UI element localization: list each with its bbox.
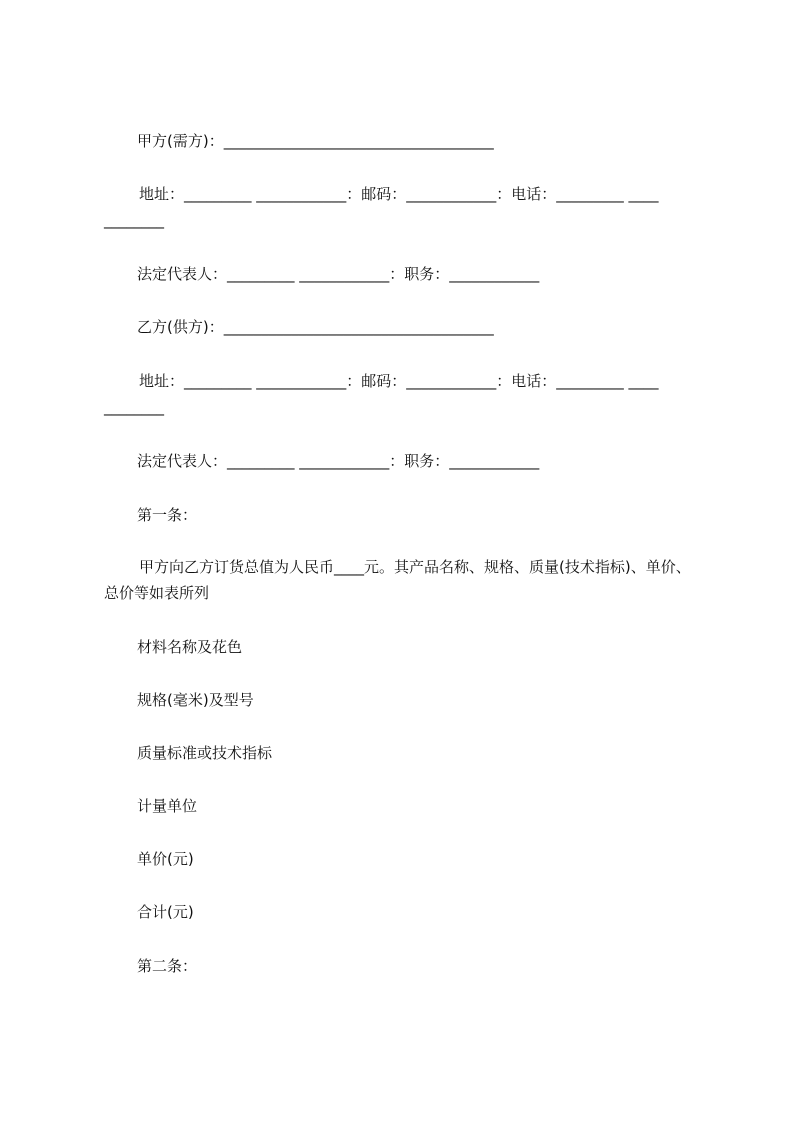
party-b-address-line: 地址：_________ ____________：邮码：____________：电话：_________ ____ ________ xyxy=(104,372,664,416)
table-item: 合计(元) xyxy=(137,903,194,921)
party-a-name-line: 甲方(需方)：____________________________________ xyxy=(137,132,494,150)
article-1-heading: 第一条： xyxy=(137,506,198,524)
article-1-body: 甲方向乙方订货总值为人民币____元。其产品名称、规格、质量(技术指标)、单价、总价等如表所列 xyxy=(104,558,691,602)
article-2-heading: 第二条： xyxy=(137,957,198,975)
table-item: 单价(元) xyxy=(137,850,194,868)
party-b-representative-line: 法定代表人：_________ ____________：职务：____________ xyxy=(137,452,540,470)
party-a-address-line: 地址：_________ ____________：邮码：____________：电话：_________ ____ ________ xyxy=(104,185,664,229)
party-a-representative-line: 法定代表人：_________ ____________：职务：____________ xyxy=(137,265,540,283)
table-item: 规格(毫米)及型号 xyxy=(137,691,254,709)
party-b-name-line: 乙方(供方)：____________________________________ xyxy=(137,318,494,336)
table-item: 计量单位 xyxy=(137,797,198,815)
table-item: 质量标准或技术指标 xyxy=(137,744,273,762)
table-item: 材料名称及花色 xyxy=(137,638,243,656)
